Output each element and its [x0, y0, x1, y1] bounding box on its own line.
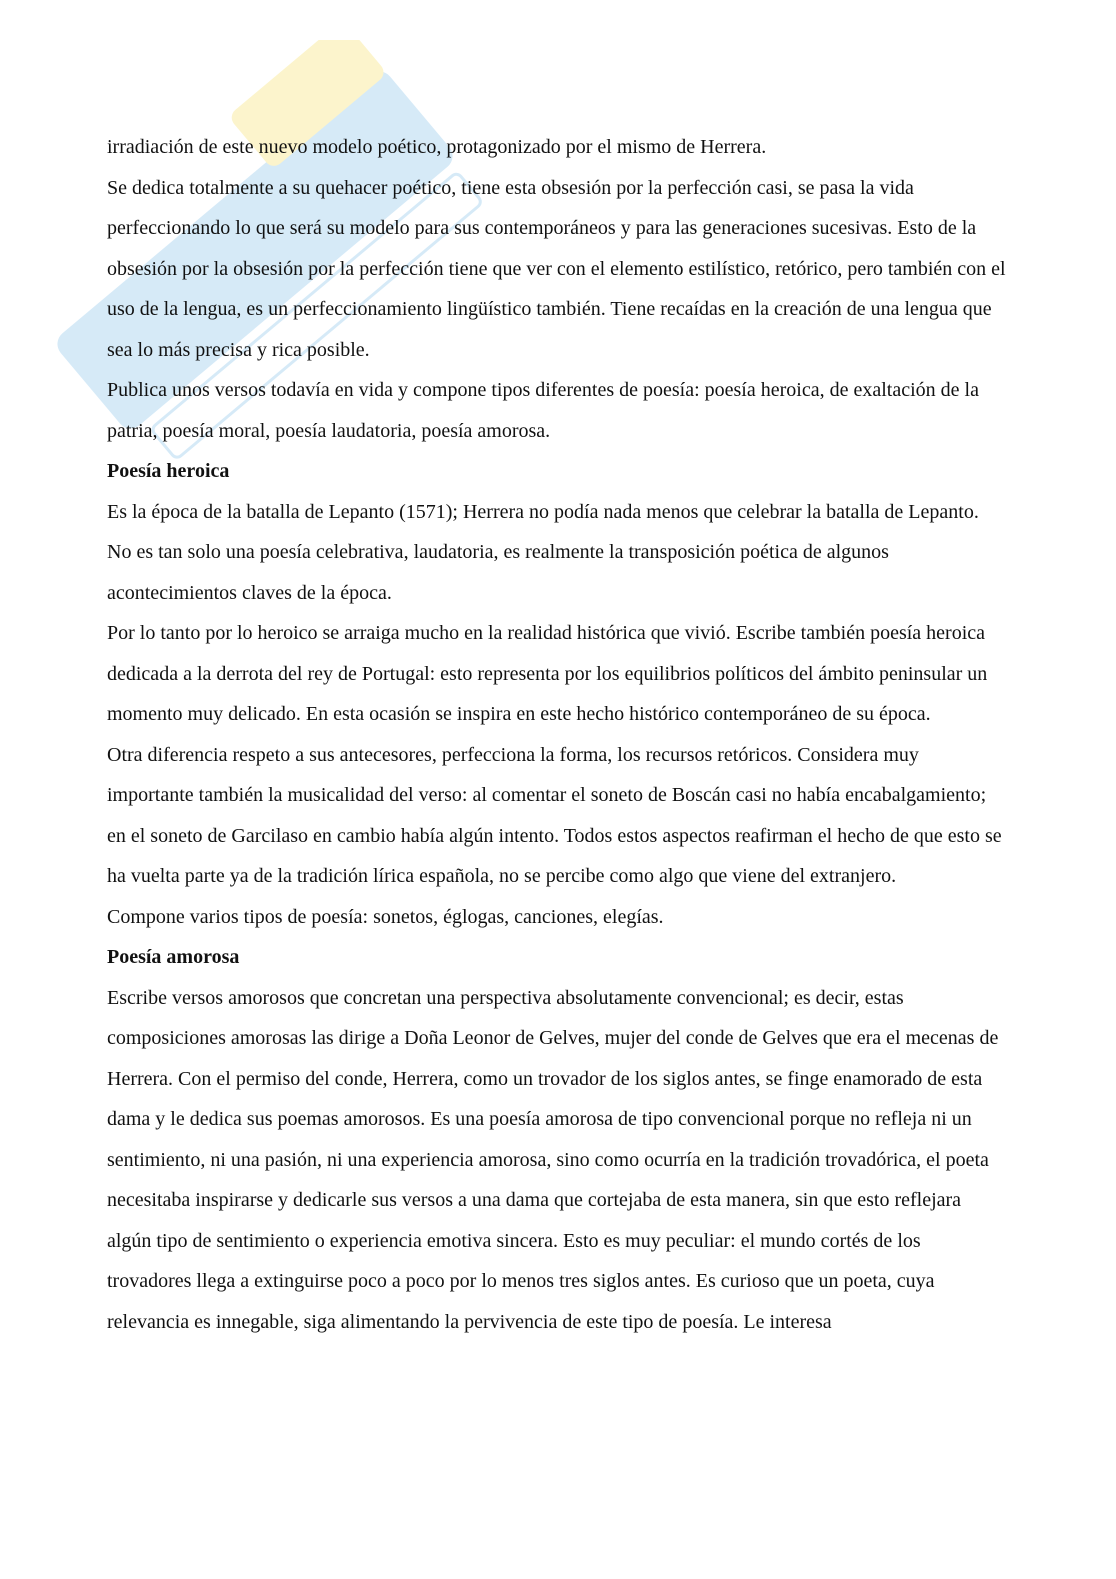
- heroica-paragraph-3: Otra diferencia respeto a sus antecesores, perfecciona la forma, los recursos retóricos. Considera muy importante también la musicalidad del verso: al comentar el soneto de Boscán casi no había encabalgamiento; en el soneto de Garcilaso en cambio había algún intento. Todos estos aspectos reafirman el hecho de que esto se ha vuelta parte ya de la tradición lírica española, no se percibe como algo que viene del extranjero.: [107, 743, 1002, 887]
- heading-poesia-heroica: Poesía heroica: [107, 460, 230, 482]
- document-body: [107, 127, 1007, 1342]
- heroica-paragraph-1: Es la época de la batalla de Lepanto (1571); Herrera no podía nada menos que celebrar la batalla de Lepanto. No es tan solo una poesía celebrativa, laudatoria, es realmente la transposición poética de algunos acontecimientos claves de la época.: [107, 500, 979, 604]
- paragraph-3: Publica unos versos todavía en vida y compone tipos diferentes de poesía: poesía heroica, de exaltación de la patria, poesía moral, poesía laudatoria, poesía amorosa.: [107, 379, 979, 442]
- amorosa-paragraph-1: Escribe versos amorosos que concretan una perspectiva absolutamente convencional; es decir, estas composiciones amorosas las dirige a Doña Leonor de Gelves, mujer del conde de Gelves que era el mecenas de Herrera. Con el permiso del conde, Herrera, como un trovador de los siglos antes, se finge enamorado de esta dama y le dedica sus poemas amorosos. Es una poesía amorosa de tipo convencional porque no refleja ni un sentimiento, ni una pasión, ni una experiencia amorosa, sino como ocurría en la tradición trovadórica, el poeta necesitaba inspirarse y dedicarle sus versos a una dama que cortejaba de esta manera, sin que esto reflejara algún tipo de sentimiento o experiencia emotiva sincera. Esto es muy peculiar: el mundo cortés de los trovadores llega a extinguirse poco a poco por lo menos tres siglos antes. Es curioso que un poeta, cuya relevancia es innegable, siga alimentando la pervivencia de este tipo de poesía. Le interesa: [107, 986, 999, 1333]
- heroica-paragraph-4: Compone varios tipos de poesía: sonetos, églogas, canciones, elegías.: [107, 905, 664, 928]
- paragraph-2: Se dedica totalmente a su quehacer poético, tiene esta obsesión por la perfección casi, se pasa la vida perfeccionando lo que será su modelo para sus contemporáneos y para las generaciones sucesivas. Esto de la obsesión por la obsesión por la perfección tiene que ver con el elemento estilístico, retórico, pero también con el uso de la lengua, es un perfeccionamiento lingüístico también. Tiene recaídas en la creación de una lengua que sea lo más precisa y rica posible.: [107, 176, 1006, 361]
- paragraph-1: irradiación de este nuevo modelo poético, protagonizado por el mismo de Herrera.: [107, 136, 767, 158]
- heroica-paragraph-2: Por lo tanto por lo heroico se arraiga mucho en la realidad histórica que vivió. Escribe también poesía heroica dedicada a la derrota del rey de Portugal: esto representa por los equilibrios políticos del ámbito peninsular un momento muy delicado. En esta ocasión se inspira en este hecho histórico contemporáneo de su época.: [107, 622, 988, 725]
- heading-poesia-amorosa: Poesía amorosa: [107, 946, 240, 968]
